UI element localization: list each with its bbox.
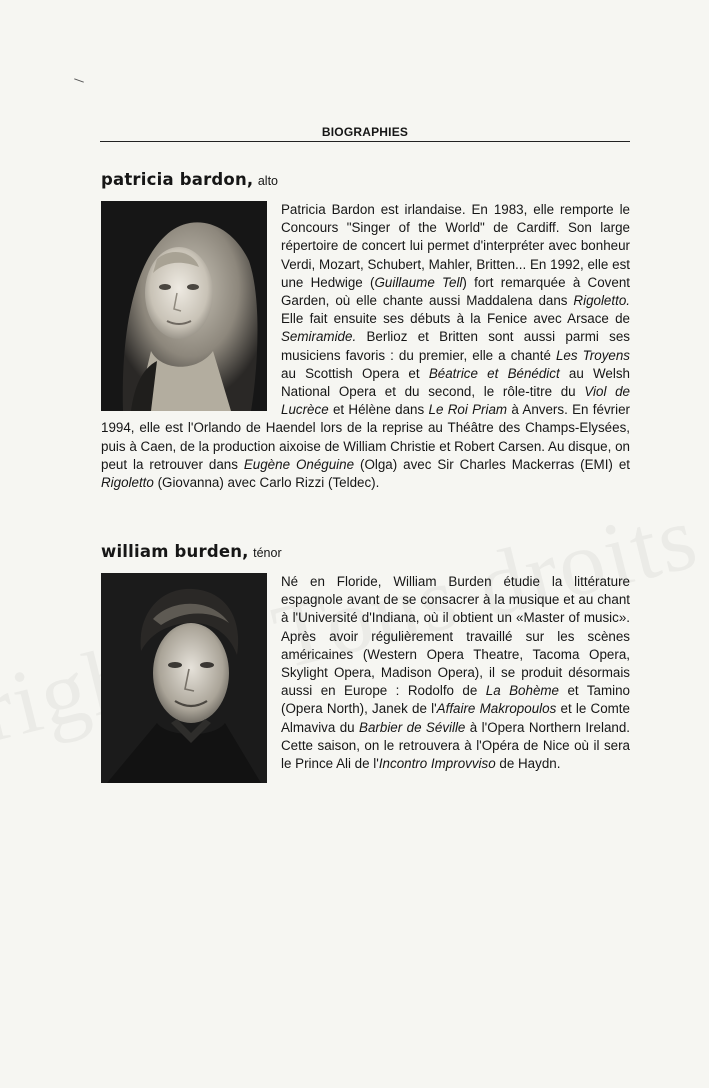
artist-photo bbox=[101, 201, 267, 411]
bio-heading bbox=[101, 541, 630, 564]
section-title: BIOGRAPHIES bbox=[321, 125, 409, 139]
biography-william-burden bbox=[101, 541, 630, 786]
biography-patricia-bardon bbox=[101, 169, 630, 492]
artist-name: patricia bardon, bbox=[101, 170, 254, 189]
artist-photo bbox=[101, 573, 267, 783]
portrait-of-patricia-bardon bbox=[101, 201, 267, 411]
biography-text: Né en Floride, William Burden étudie la littérature espagnole avant de se consacrer à la musique et au chant à l'Université d'Indiana, où il obtient un «Master of music». Après avoir régulièrement travaillé sur les scènes américaines (Western Opera Theatre, Tacoma Opera, Skylight Opera, Madison Opera), il se produit désormais aussi en Europe : Rodolfo de La Bohème et Tamino (Opera North), Janek de l'Affaire Makropoulos et le Comte Almaviva du Barbier de Séville à l'Opera Northern Ireland. Cette saison, on le retrouvera à l'Opéra de Nice où il sera le Prince Ali de l'Incontro Improvviso de Haydn. bbox=[281, 574, 631, 772]
bio-heading bbox=[101, 169, 630, 192]
voice-type: ténor bbox=[253, 546, 282, 560]
scan-mark bbox=[74, 78, 84, 82]
portrait-of-william-burden bbox=[101, 573, 267, 783]
artist-name: william burden, bbox=[101, 542, 249, 561]
biography-text: Patricia Bardon est irlandaise. En 1983, elle remporte le Concours "Singer of the World" de Cardiff. Son large répertoire de concert lui permet d'interpréter avec bonheur Verdi, Mozart, Schubert, Mahler, Britten... En 1992, elle est une Hedwige (Guillaume Tell) fort remarquée à Covent Garden, où elle chante aussi Maddalena dans Rigoletto. Elle fait ensuite ses débuts à la Fenice avec Arsace de Semiramide. Berlioz et Britten sont aussi parmi ses musiciens favoris : du premier, elle a chanté Les Troyens au Scottish Opera et Béatrice et Bénédict au Welsh National Opera et du second, le rôle-titre du Viol de Lucrèce et Hélène dans Le Roi Priam à Anvers. En février 1994, elle est l'Orlando de Haendel lors de la reprise au Théâtre des Champs-Elysées, puis à Caen, de la production aixoise de William Christie et Robert Carsen. Au disque, on peut la retrouver dans Eugène Onéguine (Olga) avec Sir Charles Mackerras (EMI) et Rigoletto (Giovanna) avec Carlo Rizzi (Teldec). bbox=[101, 202, 631, 491]
voice-type: alto bbox=[257, 174, 278, 188]
header-rule bbox=[100, 141, 630, 142]
